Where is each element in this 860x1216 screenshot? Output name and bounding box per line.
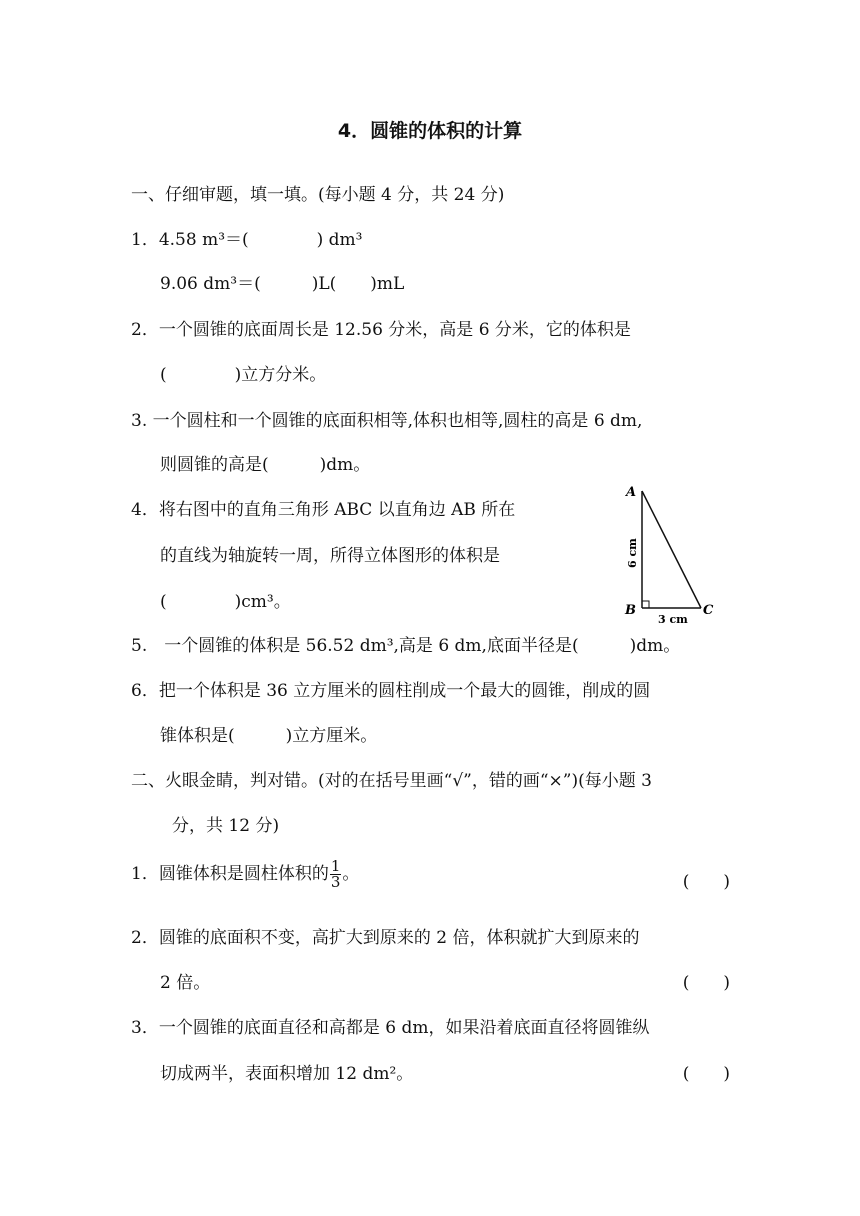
s1-q5-line1: 5. 一个圆锥的体积是 56.52 dm³,高是 6 dm,底面半径是( )dm。 bbox=[131, 636, 681, 656]
s1-q4-line1: 4．将右图中的直角三角形 ABC 以直角边 AB 所在 bbox=[131, 500, 516, 520]
s2-q2-line2: 2 倍。 bbox=[160, 973, 211, 993]
fraction-denominator: 3 bbox=[330, 873, 341, 891]
s2-q1 bbox=[131, 854, 359, 894]
fraction-numerator: 1 bbox=[330, 857, 341, 875]
s1-q2-line2: ( )立方分米。 bbox=[160, 365, 327, 385]
side-ac bbox=[642, 491, 701, 608]
s1-q2-line1: 2．一个圆锥的底面周长是 12.56 分米，高是 6 分米，它的体积是 bbox=[131, 320, 631, 340]
section2-heading-line1: 二、火眼金睛，判对错。(对的在括号里画“√”，错的画“×”)(每小题 3 bbox=[131, 771, 652, 791]
page-title: 4．圆锥的体积的计算 bbox=[337, 120, 523, 142]
s1-q1-line1: 1．4.58 m³＝( ) dm³ bbox=[131, 230, 363, 250]
s1-q1-line2: 9.06 dm³＝( )L( )mL bbox=[160, 274, 405, 294]
fraction-one-third bbox=[330, 859, 342, 890]
section1-heading: 一、仔细审题，填一填。(每小题 4 分，共 24 分) bbox=[131, 185, 505, 205]
s2-q1-end: 。 bbox=[342, 864, 360, 884]
s1-q6-line1: 6．把一个体积是 36 立方厘米的圆柱削成一个最大的圆锥，削成的圆 bbox=[131, 681, 651, 701]
s1-q6-line2: 锥体积是( )立方厘米。 bbox=[160, 726, 378, 746]
s2-q2-answer-bracket[interactable]: ( ) bbox=[682, 973, 730, 993]
section2-heading-line2: 分，共 12 分) bbox=[172, 816, 280, 836]
s2-q3-line1: 3．一个圆锥的底面直径和高都是 6 dm，如果沿着底面直径将圆锥纵 bbox=[131, 1018, 650, 1038]
base-label: 3 cm bbox=[658, 613, 688, 626]
height-label: 6 cm bbox=[626, 538, 639, 568]
s2-q1-text: 1．圆锥体积是圆柱体积的 bbox=[131, 864, 329, 884]
label-b: B bbox=[625, 603, 636, 618]
s2-q2-line1: 2．圆锥的底面积不变，高扩大到原来的 2 倍，体积就扩大到原来的 bbox=[131, 928, 640, 948]
s1-q4-line3: ( )cm³。 bbox=[160, 592, 291, 612]
right-angle-mark bbox=[642, 601, 649, 608]
label-a: A bbox=[626, 485, 637, 500]
label-c: C bbox=[703, 603, 714, 618]
triangle-abc-figure bbox=[615, 478, 725, 628]
s2-q3-line2: 切成两半，表面积增加 12 dm²。 bbox=[160, 1064, 414, 1084]
s2-q1-answer-bracket[interactable]: ( ) bbox=[682, 872, 730, 892]
s1-q3-line2: 则圆锥的高是( )dm。 bbox=[160, 455, 371, 475]
s1-q3-line1: 3. 一个圆柱和一个圆锥的底面积相等,体积也相等,圆柱的高是 6 dm, bbox=[131, 411, 643, 431]
s1-q4-line2: 的直线为轴旋转一周，所得立体图形的体积是 bbox=[160, 546, 500, 566]
s2-q3-answer-bracket[interactable]: ( ) bbox=[682, 1064, 730, 1084]
